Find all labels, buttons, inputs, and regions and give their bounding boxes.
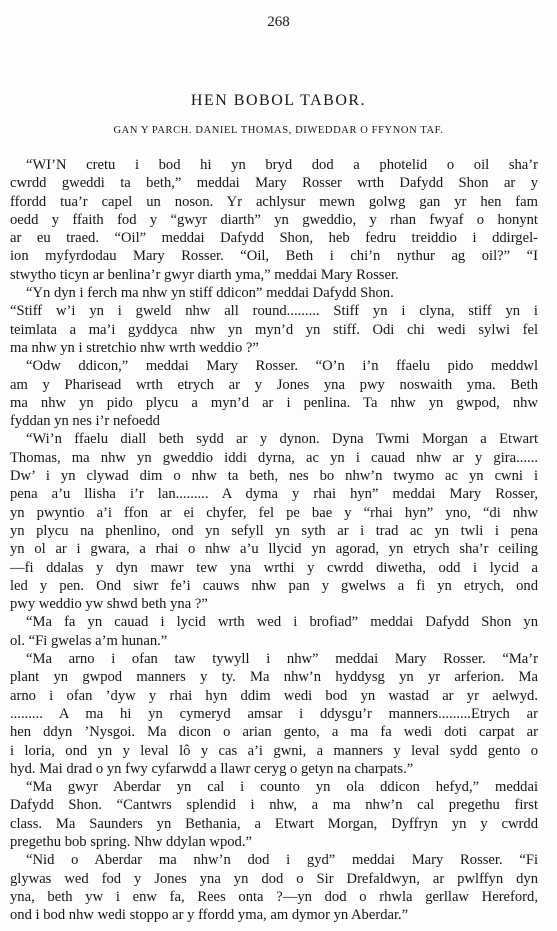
article-body [10, 156, 538, 924]
text-line: am y Pharisead wrth etrych ar y Jones yna pwy noswaith yma. Beth [10, 376, 538, 393]
text-line: pregethu bob spring. Nhw ddylan wpod.” [10, 833, 252, 850]
text-line: pena a’u llisha i’r lan......... A dyma y rhai hyn” meddai Mary Rosser, [10, 486, 538, 503]
text-line: hyd. Mai drad o yn fwy cyfarwdd a llawr ceryg o getyn na charpats.” [10, 760, 414, 777]
text-line: glywas wed fod y Jones yna yn dod o Sir Drefaldwyn, ar pwlffyn dyn [10, 870, 538, 887]
text-line: Dafydd Shon. “Cantwrs splendid i nhw, a ma nhw’n cal pregethu first [10, 797, 538, 814]
text-line: “Wi’n ffaelu diall beth sydd ar y dynon. Dyna Twmi Morgan a Etwart [26, 431, 538, 448]
text-line: ol. “Fi gwelas a’m hunan.” [10, 632, 168, 649]
text-line: “Ma arno i ofan taw tywyll i nhw” meddai Mary Rosser. “Ma’r [26, 651, 538, 668]
text-line: i loria, ond yn y leval lô y cas a’i gwni, a manners y leval sydd gento o [10, 742, 538, 759]
text-line: ma nhw yn pido plycu a myn’d ar i penlina. Ta nhw yn gwpod, nhw [10, 394, 538, 411]
text-line: yna, beth yw i enw fa, Rees onta ?—yn dod o rhwla gerllaw Hereford, [10, 888, 538, 905]
text-line: arno i ofan ’dyw y rhai hyn ddim wedi bod yn wastad ar yr aelwyd. [10, 687, 538, 704]
page-number: 268 [267, 14, 290, 30]
text-line: pwy weddio yw shwd beth yna ?” [10, 596, 208, 613]
text-line: ond i bod nhw wedi stoppo ar y ffordd yma, am dymor yn Aberdar.” [10, 907, 409, 924]
text-line: Dw’ i yn clywad dim o nhw ta beth, nes bo nhw’n twymo ac yn cwni i [10, 468, 538, 485]
text-line: teimlata a ma’i gyddyca nhw yn myn’d yn stiff. Odi chi wedi sylwi fel [10, 321, 538, 338]
author-byline: GAN Y PARCH. DANIEL THOMAS, DIWEDDAR O FFYNON TAF. [113, 125, 444, 136]
text-line: “WI’N cretu i bod hi yn bryd dod a photelid o oil sha’r [26, 157, 538, 173]
text-line: yn plycu na phenlino, ond yn sefyll yn syth ar i trad ac yn twli i pena [10, 522, 538, 539]
text-line: ion myfyrdodau Mary Rosser. “Oil, Beth i chi’n nythur ag oil?” “I [10, 248, 538, 265]
text-line: hen ddyn ’Nysgoi. Ma dicon o arian gento, a ma fa wedi doti carpat ar [10, 724, 538, 741]
text-line: “Nid o Aberdar ma nhw’n dod i gyd” meddai Mary Rosser. “Fi [26, 852, 538, 869]
text-line: class. Ma Saunders yn Bethania, a Etwart Morgan, Dyffryn yn y cwrdd [10, 815, 538, 832]
text-line: “Ma gwyr Aberdar yn cal i counto yn ola ddicon hefyd,” meddai [26, 779, 538, 796]
text-line: plant yn gwpod manners y ty. Ma nhw’n hyddysg yn yr arferion. Ma [10, 669, 538, 686]
text-line: “Odw ddicon,” meddai Mary Rosser. “O’n i’n ffaelu pido meddwl [26, 358, 538, 375]
text-line: “Stiff w’i yn i gweld nhw all round......... Stiff yn i clyna, stiff yn i [10, 303, 538, 320]
text-line: “Yn dyn i ferch ma nhw yn stiff ddicon” meddai Dafydd Shon. [26, 285, 394, 302]
text-line: yn pwyntio a’i ffon ar ei chyfer, fel pe bae y “rhai hyn” yno, “di nhw [10, 504, 538, 521]
text-line: stwytho ticyn ar benlina’r gwyr diarth yma,” meddai Mary Rosser. [10, 266, 399, 283]
text-line: fyddan yn nes i’r nefoedd [10, 413, 160, 430]
text-line: led y pen. Ond siwr fe’i cauws nhw pan y gwelws a fi yn etrych, ond [10, 577, 538, 594]
text-line: yn ol ar i gwara, a rhai o nhw a’u llycid yn agorad, yn etrych sha’r ceiling [10, 541, 538, 558]
text-line: —fi ddalas y dyn mawr tew yna wrthi y cwrdd diwetha, odd i lycid a [10, 559, 538, 576]
text-line: oedd y ffaith fod y “gwyr diarth” yn gweddio, y rhan fwyaf o honynt [10, 211, 538, 228]
text-line: cwrdd gweddi ta beth,” meddai Mary Rosser wrth Dafydd Shon ar y [10, 175, 538, 192]
text-line: ma nhw yn i stretchio nhw wrth weddio ?” [10, 339, 259, 356]
text-line: ar eu traed. “Oil” meddai Dafydd Shon, heb fedru treiddio i ddirgel- [10, 230, 538, 247]
text-line: “Ma fa yn cauad i lycid wrth wed i brofiad” meddai Dafydd Shon yn [26, 614, 538, 631]
text-line: ......... A ma hi yn cymeryd amsar i ddysgu’r manners.........Etrych ar [10, 705, 538, 722]
text-line: Thomas, ma nhw yn gweddio iddi dyrna, ac yn i cauad nhw ar y gira...... [10, 449, 538, 466]
article-title: HEN BOBOL TABOR. [190, 92, 367, 109]
text-line: ffordd tua’r capel un noson. Yr achlysur mewn golwg gan yr hen fam [10, 193, 538, 210]
